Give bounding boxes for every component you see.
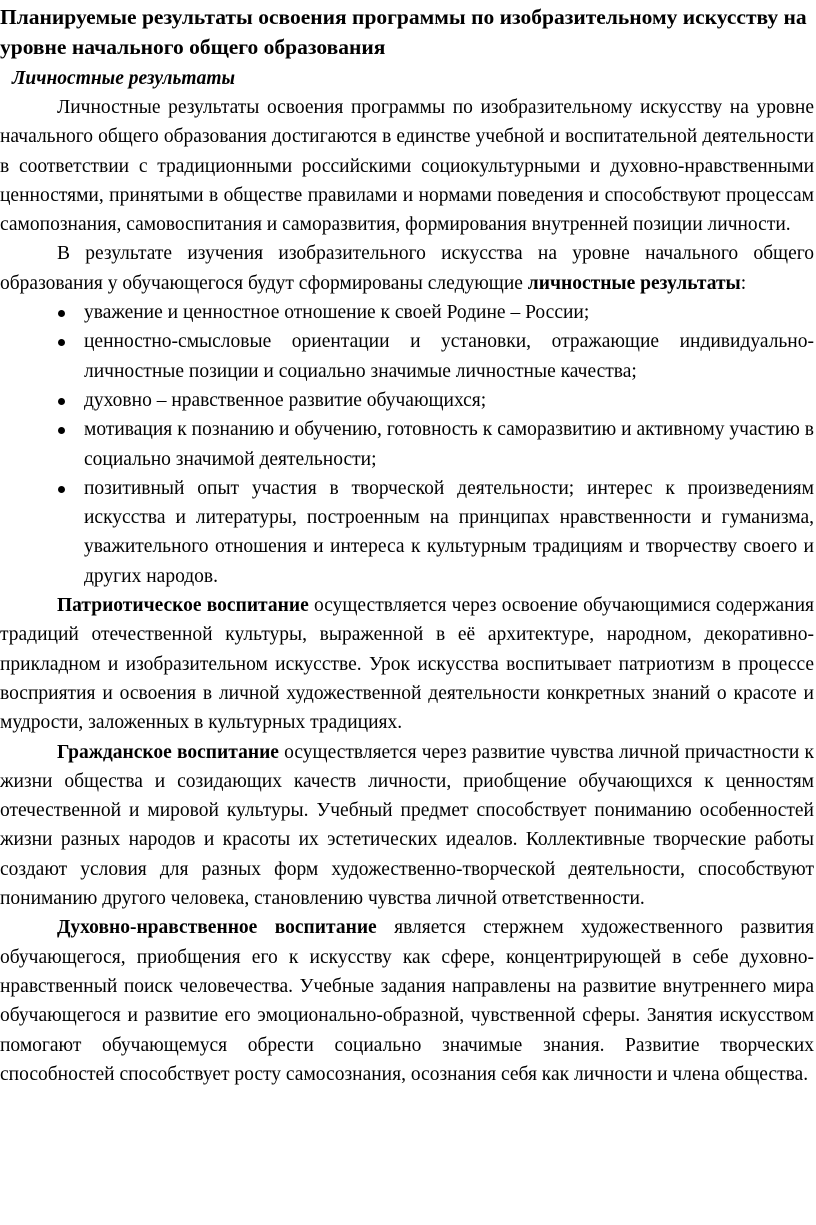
results-intro-paragraph bbox=[0, 239, 814, 298]
civic-education-term: Гражданское воспитание bbox=[57, 741, 279, 763]
list-item bbox=[0, 386, 814, 415]
results-intro-text: В результате изучения изобразительного искусства на уровне начального общего образования у обучающегося будут сформированы следующие bbox=[0, 243, 814, 294]
civic-education-text: осуществляется через развитие чувства личной причастности к жизни общества и созидающих качеств личности, приобщение обучающихся к ценностям отечественной и мировой культуры. Учебный предмет способствует пониманию особенностей жизни разных народов и красоты их эстетических идеалов. Коллективные творческие работы создают условия для разных форм художественно-творческой деятельности, способствуют пониманию другого человека, становлению чувства личной ответственности. bbox=[0, 741, 814, 910]
list-item bbox=[0, 415, 814, 474]
results-intro-colon: : bbox=[740, 272, 747, 294]
civic-education-paragraph bbox=[0, 738, 814, 914]
spiritual-education-term: Духовно-нравственное воспитание bbox=[57, 917, 377, 939]
patriotic-education-term: Патриотическое воспитание bbox=[57, 595, 309, 617]
intro-paragraph: Личностные результаты освоения программы по изобразительному искусству на уровне начального общего образования достигаются в единстве учебной и воспитательной деятельности в соответствии с традиционными российскими социокультурными и духовно-нравственными ценностями, принятыми в обществе правилами и нормами поведения и способствуют процессам самопознания, самовоспитания и саморазвития, формирования внутренней позиции личности. bbox=[0, 97, 814, 236]
list-item-text: ценностно-смысловые ориентации и установки, отражающие индивидуально-личностные позиции и социально значимые личностные качества; bbox=[84, 331, 814, 382]
list-item bbox=[0, 298, 814, 327]
list-item-text: уважение и ценностное отношение к своей Родине – России; bbox=[84, 302, 590, 324]
personal-results-list bbox=[0, 298, 814, 591]
section-subtitle: Личностные результаты bbox=[12, 68, 236, 89]
list-item-text: духовно – нравственное развитие обучающихся; bbox=[84, 389, 487, 411]
spiritual-education-text: является стержнем художественного развития обучающегося, приобщения его к искусству как сфере, концентрирующей в себе духовно-нравственный поиск человечества. Учебные задания направлены на развитие внутреннего мира обучающегося и развитие его эмоционально-образной, чувственной сферы. Занятия искусством помогают обучающемуся обрести социально значимые знания. Развитие творческих способностей способствует росту самосознания, осознания себя как личности и члена общества. bbox=[0, 917, 815, 1085]
patriotic-education-paragraph bbox=[0, 591, 814, 737]
bullet-icon bbox=[56, 298, 66, 327]
list-item-text: позитивный опыт участия в творческой деятельности; интерес к произведениям искусства и литературы, построенным на принципах нравственности и гуманизма, уважительного отношения и интереса к культурным традициям и творчеству своего и других народов. bbox=[84, 477, 814, 587]
bullet-icon bbox=[56, 474, 66, 503]
list-item bbox=[0, 327, 814, 386]
page-title: Планируемые результаты освоения программы по изобразительному искусству на уровне начального общего образования bbox=[0, 5, 807, 59]
spiritual-education-paragraph bbox=[0, 913, 814, 1089]
list-item bbox=[0, 474, 814, 591]
patriotic-education-text: осуществляется через освоение обучающимися содержания традиций отечественной культуры, выраженной в её архитектуре, народном, декоративно-прикладном и изобразительном искусстве. Урок искусства воспитывает патриотизм в процессе восприятия и освоения в личной художественной деятельности конкретных знаний о красоте и мудрости, заложенных в культурных традициях. bbox=[0, 595, 815, 734]
bullet-icon bbox=[56, 386, 66, 415]
results-intro-bold: личностные результаты bbox=[527, 272, 741, 294]
list-item-text: мотивация к познанию и обучению, готовность к саморазвитию и активному участию в социально значимой деятельности; bbox=[84, 419, 814, 470]
bullet-icon bbox=[56, 415, 66, 444]
bullet-icon bbox=[56, 327, 66, 356]
